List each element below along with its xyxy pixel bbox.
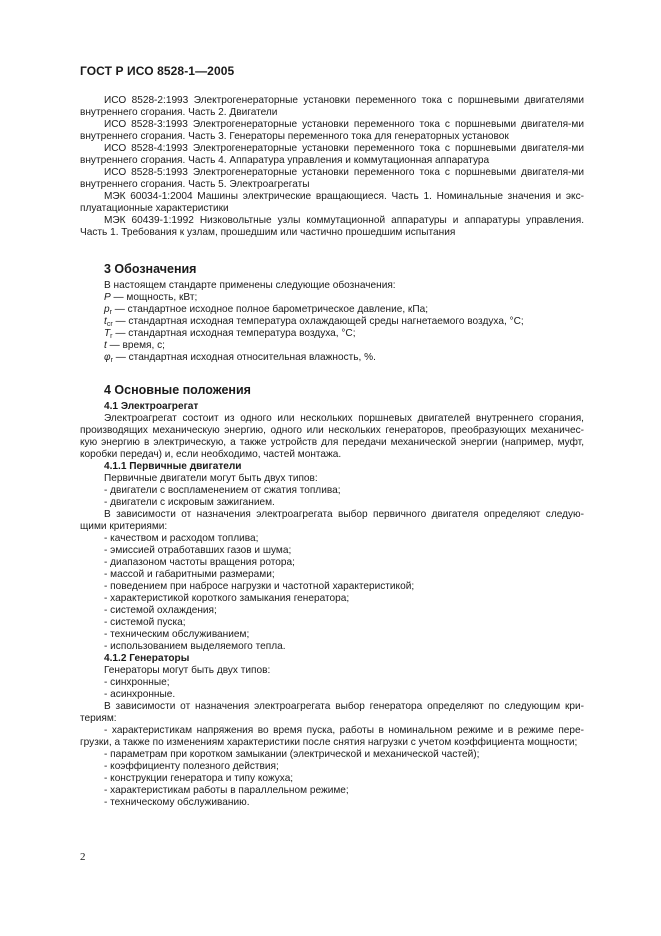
list-item: - эмиссией отработавших газов и шума; [104,545,292,556]
list-item: - коэффициенту полезного действия; [104,761,279,772]
reference-item: ИСО 8528-2:1993 Электрогенераторные установки переменного тока с поршневыми двигателями внутреннего сгорания. Часть 2. Двигатели [80,95,584,118]
list-item: - двигатели с воспламенением от сжатия топлива; [104,485,341,496]
section-4-title: 4 Основные положения [104,383,251,397]
section-3-title: 3 Обозначения [104,262,197,276]
list-item: - поведением при набросе нагрузки и частотной характеристикой; [104,581,415,592]
list-item: - двигатели с искровым зажиганием. [104,497,275,508]
list-item: - массой и габаритными размерами; [104,569,275,580]
symbol-description: — время, с; [106,340,165,351]
list-item: - параметрам при коротком замыкании (электрической и механической частей); [104,749,480,760]
subsection-4-1-text: Электроагрегат состоит из одного или нескольких поршневых двигателей внутреннего сгорания, производящих механическую энергию, одного или нескольких генераторов, преобразующих механичес-кую энергию в электрическую, а также устройств для передачи механической энергии (например, муфт, коробки передач) и, если необходимо, частей монтажа. [80,413,584,460]
references-block [80,95,584,239]
reference-item: ИСО 8528-3:1993 Электрогенераторные установки переменного тока с поршневыми двигателя-ми внутреннего сгорания. Часть 3. Генераторы переменного тока для генераторных установок [80,119,584,142]
symbol-letter: T [104,328,111,339]
list-item: - характеристикам работы в параллельном режиме; [104,785,349,796]
reference-item: МЭК 60034-1:2004 Машины электрические вращающиеся. Часть 1. Номинальные значения и экс-плуатационные характеристики [80,191,584,214]
symbol-description: — мощность, кВт; [110,292,198,303]
symbol-description: — стандартная исходная относительная влажность, %. [112,352,376,363]
symbol-letter: P [104,292,111,303]
subsection-4-1-1-criteria-intro: В зависимости от назначения электроагрегата выбор первичного двигателя определяют следую-щими критериями: [80,509,584,532]
symbol-description: — стандартное исходное полное барометрическое давление, кПа; [111,304,429,315]
subsection-4-1-2-criteria-intro: В зависимости от назначения электроагрегата выбор генератора определяют по следующим кри-териям: [80,701,584,724]
reference-item: ИСО 8528-5:1993 Электрогенераторные установки переменного тока с поршневыми двигателя-ми внутреннего сгорания. Часть 5. Электроагрегаты [80,167,584,190]
list-item: - качеством и расходом топлива; [104,533,259,544]
symbol-list [80,292,584,364]
list-item: - характеристикам напряжения во время пуска, работы в номинальном режиме и в режиме пере-грузки, а также по изменениям характеристики после снятия нагрузки с учетом коэффициента мощности; [80,725,584,748]
document-header: ГОСТ Р ИСО 8528-1—2005 [80,64,235,78]
symbol-letter: p [104,304,110,315]
list-item: - использованием выделяемого тепла. [104,641,286,652]
symbol-subscript: r [109,309,112,316]
symbol-item [80,304,584,316]
symbol-subscript: cr [106,321,113,328]
symbol-subscript: r [110,357,113,364]
symbol-item [80,316,584,328]
list-item: - характеристикой короткого замыкания генератора; [104,593,350,604]
subsection-4-1-2-intro: Генераторы могут быть двух типов: [104,665,271,676]
symbol-letter: t [104,340,107,351]
symbol-letter: t [104,316,107,327]
subsection-4-1-title: 4.1 Электроагрегат [104,401,199,412]
subsection-4-1-2-title: 4.1.2 Генераторы [104,653,190,664]
symbol-description: — стандартная исходная температура воздуха, °C; [112,328,356,339]
list-item: - техническим обслуживанием; [104,629,250,640]
symbol-description: — стандартная исходная температура охлаждающей среды нагнетаемого воздуха, °C; [112,316,524,327]
list-item: - конструкции генератора и типу кожуха; [104,773,294,784]
list-item: - техническому обслуживанию. [104,797,250,808]
symbol-item [80,340,584,352]
symbol-item [80,352,584,364]
list-item: - системой пуска; [104,617,186,628]
list-item: - диапазоном частоты вращения ротора; [104,557,295,568]
subsection-4-1-1-intro: Первичные двигатели могут быть двух типов: [104,473,318,484]
section-3-intro: В настоящем стандарте применены следующие обозначения: [104,280,396,291]
symbol-item [80,292,584,304]
page-number: 2 [80,851,86,863]
section-3 [80,262,584,364]
subsection-4-1-1-title: 4.1.1 Первичные двигатели [104,461,242,472]
symbol-subscript: r [110,333,113,340]
list-item: - синхронные; [104,677,170,688]
symbol-letter: φ [104,352,111,363]
symbol-item [80,328,584,340]
reference-item: ИСО 8528-4:1993 Электрогенераторные установки переменного тока с поршневыми двигателя-ми внутреннего сгорания. Часть 4. Аппаратура управления и коммутационная аппаратура [80,143,584,166]
list-item: - системой охлаждения; [104,605,217,616]
list-item: - асинхронные. [104,689,176,700]
section-4 [80,383,584,809]
reference-item: МЭК 60439-1:1992 Низковольтные узлы коммутационной аппаратуры и аппаратуры управления. Часть 1. Требования к узлам, прошедшим или частично прошедшим испытания [80,215,584,238]
